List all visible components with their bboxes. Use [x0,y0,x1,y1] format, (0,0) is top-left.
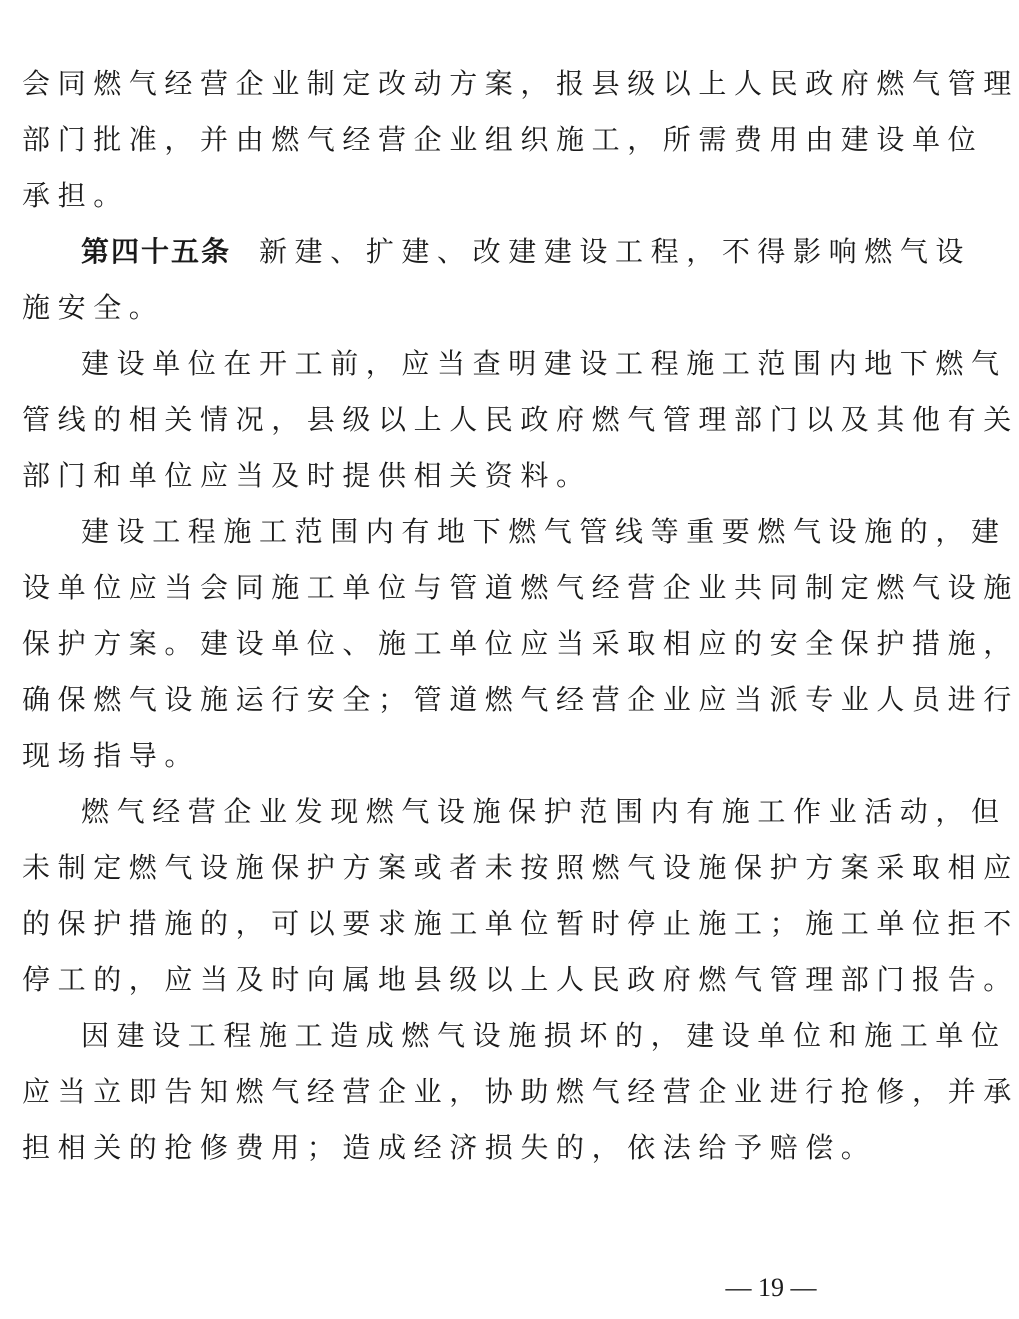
paragraph-line: 保护方案。建设单位、施工单位应当采取相应的安全保护措施， [22,627,1019,660]
paragraph-line: 管线的相关情况，县级以上人民政府燃气管理部门以及其他有关 [22,403,1019,436]
paragraph-line: 燃气经营企业发现燃气设施保护范围内有施工作业活动，但 [81,795,1007,828]
paragraph-line: 因建设工程施工造成燃气设施损坏的，建设单位和施工单位 [81,1019,1007,1052]
paragraph-line: 承担。 [22,179,129,212]
paragraph-line: 确保燃气设施运行安全；管道燃气经营企业应当派专业人员进行 [22,683,1019,716]
paragraph-line: 担相关的抢修费用；造成经济损失的，依法给予赔偿。 [22,1131,877,1164]
paragraph-line: 未制定燃气设施保护方案或者未按照燃气设施保护方案采取相应 [22,851,1019,884]
paragraph-line: 部门批准，并由燃气经营企业组织施工，所需费用由建设单位 [22,123,984,156]
paragraph-line: 建设单位在开工前，应当查明建设工程施工范围内地下燃气 [81,347,1007,380]
paragraph-line: 现场指导。 [22,739,201,772]
paragraph-line: 施安全。 [22,291,165,324]
paragraph-line: 部门和单位应当及时提供相关资料。 [22,459,592,492]
article-heading: 第四十五条 [81,235,232,268]
paragraph-line: 应当立即告知燃气经营企业，协助燃气经营企业进行抢修，并承 [22,1075,1019,1108]
paragraph-line: 的保护措施的，可以要求施工单位暂时停止施工；施工单位拒不 [22,907,1019,940]
paragraph-line: 会同燃气经营企业制定改动方案，报县级以上人民政府燃气管理 [22,67,1019,100]
page-number: — 19 — [725,1273,817,1302]
paragraph-line: 设单位应当会同施工单位与管道燃气经营企业共同制定燃气设施 [22,571,1019,604]
paragraph-line: 停工的，应当及时向属地县级以上人民政府燃气管理部门报告。 [22,963,1019,996]
paragraph-line: 建设工程施工范围内有地下燃气管线等重要燃气设施的，建 [81,515,1007,548]
article-first-line [81,234,971,270]
paragraph-line: 新建、扩建、改建建设工程，不得影响燃气设 [259,235,972,268]
